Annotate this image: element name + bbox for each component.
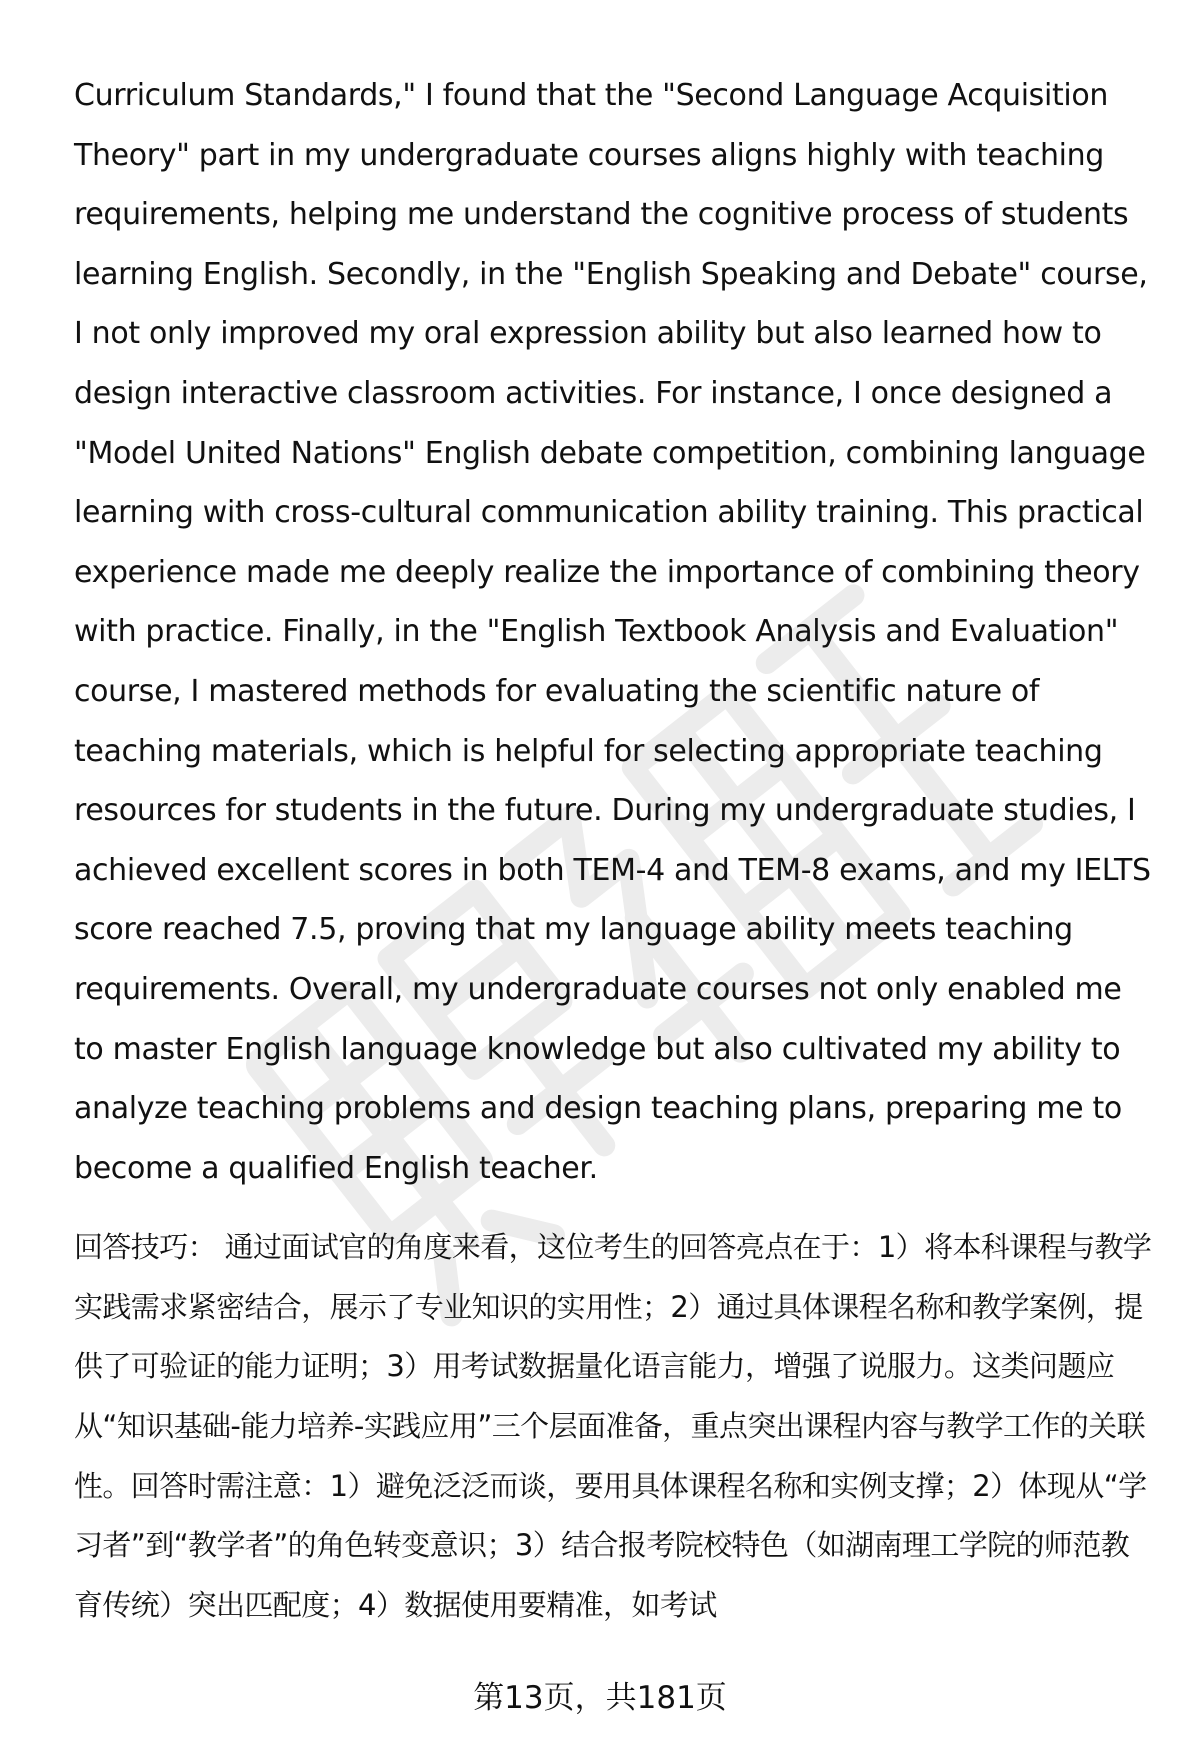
answer-paragraph: Curriculum Standards," I found that the "Second Language Acquisition Theory" part in my undergraduate courses aligns highly with teaching requirements, helping me understand the cognitive process of students learning English. Secondly, in the "English Speaking and Debate" course, I not only improved my oral expression ability but also learned how to design interactive classroom activities. For instance, I once designed a "Model United Nations" English debate competition, combining language learning with cross-cultural communication ability training. This practical experience made me deeply realize the importance of combining theory with practice. Finally, in the "English Textbook Analysis and Evaluation" course, I mastered methods for evaluating the scientific nature of teaching materials, which is helpful for selecting appropriate teaching resources for students in the future. During my undergraduate studies, I achieved excellent scores in both TEM-4 and TEM-8 exams, and my IELTS score reached 7.5, proving that my language ability meets teaching requirements. Overall, my undergraduate courses not only enabled me to master English language knowledge but also cultivated my ability to analyze teaching problems and design teaching plans, preparing me to become a qualified English teacher. bbox=[74, 78, 1151, 1186]
content-area bbox=[74, 66, 1154, 1635]
answer-tips-paragraph: 回答技巧： 通过面试官的角度来看，这位考生的回答亮点在于：1）将本科课程与教学实践需求紧密结合，展示了专业知识的实用性；2）通过具体课程名称和教学案例，提供了可验证的能力证明；3）用考试数据量化语言能力，增强了说服力。这类问题应从“知识基础-能力培养-实践应用”三个层面准备，重点突出课程内容与教学工作的关联性。回答时需注意：1）避免泛泛而谈，要用具体课程名称和实例支撑；2）体现从“学习者”到“教学者”的角色转变意识；3）结合报考院校特色（如湖南理工学院的师范教育传统）突出匹配度；4）数据使用要精准，如考试 bbox=[74, 1230, 1152, 1622]
page-number-footer: 第13页，共181页 bbox=[473, 1680, 727, 1716]
